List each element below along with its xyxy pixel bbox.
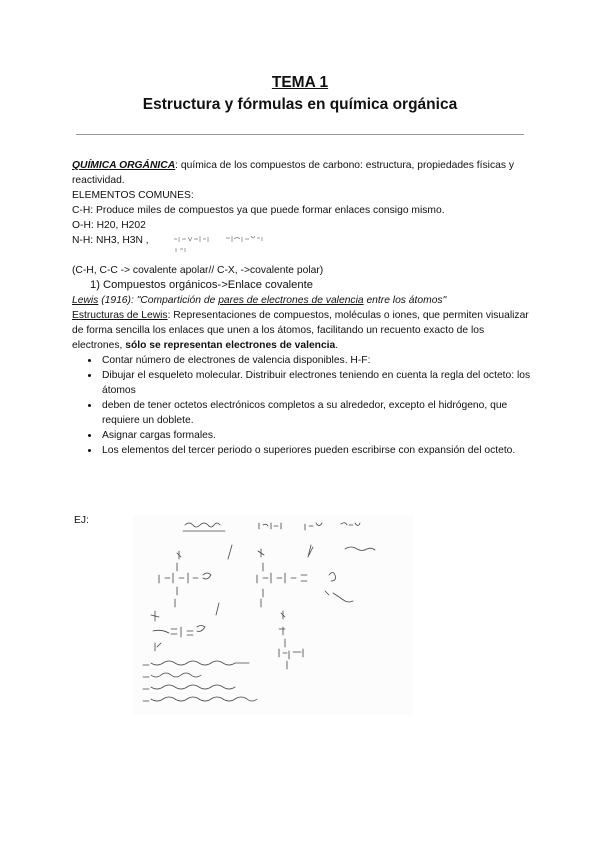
handwritten-nh3-sketch <box>170 231 270 262</box>
title-divider <box>76 134 524 135</box>
steps-list <box>72 353 534 458</box>
elements-heading: ELEMENTOS COMUNES: <box>72 190 194 201</box>
page-title: TEMA 1 <box>271 74 329 91</box>
list-item: • Contar número de electrones de valencia disponibles. H-F: <box>100 353 534 368</box>
bond-polarity-note: (C-H, C-C -> covalente apolar// C-X, ->covalente polar) <box>72 265 324 276</box>
handwritten-lewis-structures-image <box>133 515 413 715</box>
list-item: • deben de tener octetos electrónicos completos a su alrededor, excepto el hidrógeno, que requiere un doblete. <box>100 398 534 428</box>
element-line-nh <box>72 233 534 248</box>
lewis-structures-paragraph: Estructuras de Lewis: Representaciones de compuestos, moléculas o iones, que permiten visualizar de forma sencilla los enlaces que unen a los átomos, facilitando un recuento exacto de los electrones, sólo se representan electrones de valencia. <box>72 310 529 351</box>
list-item: • Asignar cargas formales. <box>100 428 534 443</box>
list-item: • Dibujar el esqueleto molecular. Distribuir electrones teniendo en cuenta la regla del octeto: los átomos <box>100 368 534 398</box>
document-body <box>72 158 534 458</box>
definition-term: QUÍMICA ORGÁNICA <box>72 160 176 171</box>
definition-paragraph <box>72 158 534 188</box>
definition-text: : química de los compuestos de carbono: estructura, propiedades físicas y reactividad. <box>72 160 514 186</box>
lewis-quote: Lewis (1916): "Compartición de pares de electrones de valencia entre los átomos" <box>72 295 447 306</box>
page-subtitle: Estructura y fórmulas en química orgánica <box>142 96 458 113</box>
element-line-nh-text: N-H: NH3, H3N , <box>72 235 149 246</box>
section-heading: 1) Compuestos orgánicos->Enlace covalente <box>90 279 313 291</box>
list-item: • Los elementos del tercer periodo o superiores pueden escribirse con expansión del octeto. <box>100 443 534 458</box>
example-label: EJ: <box>74 515 89 526</box>
lewis-name: Lewis <box>72 295 99 306</box>
element-line-oh: O-H: H20, H202 <box>72 220 146 231</box>
element-line-ch: C-H: Produce miles de compuestos ya que puede formar enlaces consigo mismo. <box>72 205 445 216</box>
structures-label: Estructuras de Lewis <box>72 310 168 321</box>
